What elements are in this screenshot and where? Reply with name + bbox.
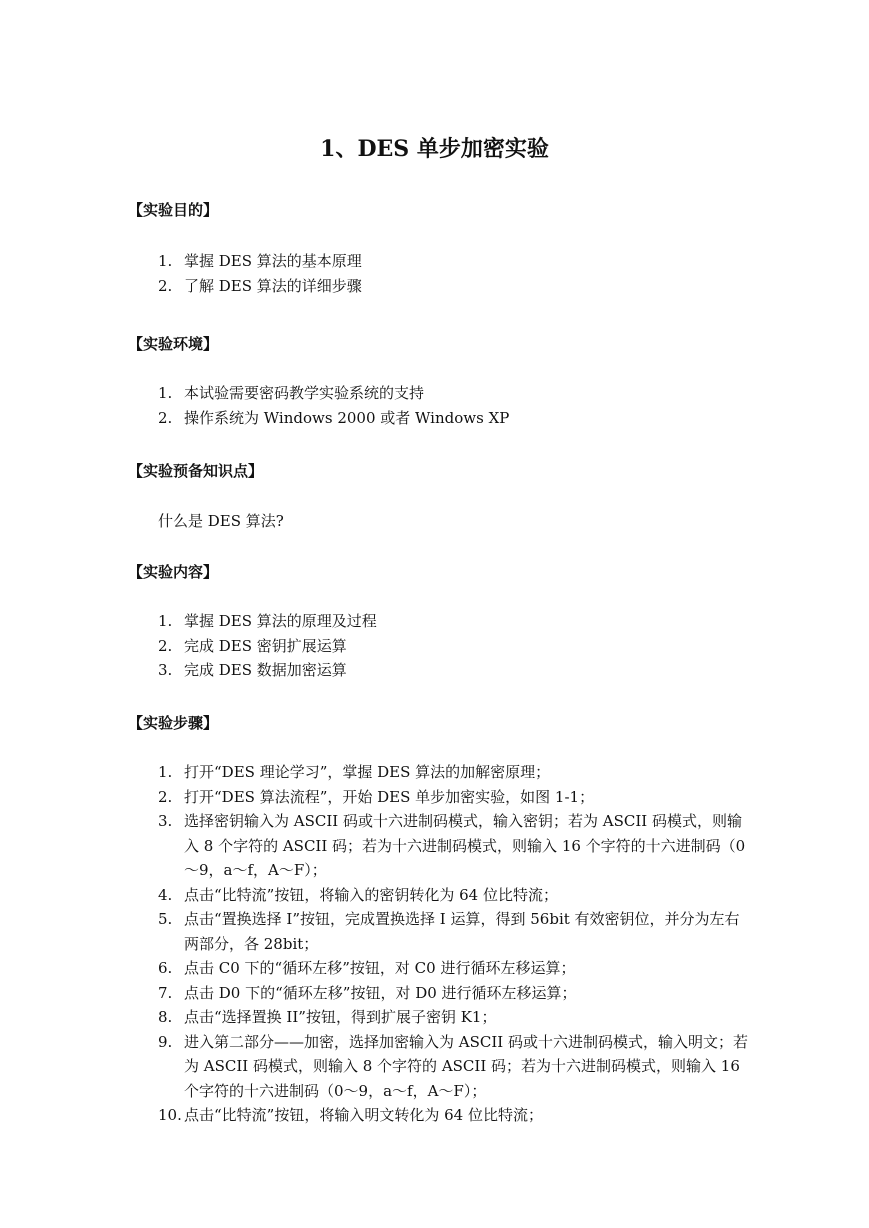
section-heading-environment: 【实验环境】 <box>128 335 219 353</box>
list-item: 3. 完成 DES 数据加密运算 <box>158 661 347 679</box>
list-item: 9. 进入第二部分——加密，选择加密输入为 ASCII 码或十六进制码模式，输入明文；若为 ASCII 码模式，则输入 8 个字符的 ASCII 码；若为十六进制码模式，则输入 16 个字符的十六进制码（0～9，a～f，A～F）； <box>158 1032 748 1100</box>
knowledge-text: 什么是 DES 算法? <box>158 512 284 530</box>
section-heading-content: 【实验内容】 <box>128 563 219 581</box>
list-item: 8. 点击“选择置换 II”按钮，得到扩展子密钥 K1； <box>158 1008 497 1026</box>
list-item: 2. 完成 DES 密钥扩展运算 <box>158 636 347 655</box>
list-item: 10. 点击“比特流”按钮，将输入明文转化为 64 位比特流； <box>158 1106 543 1124</box>
section-heading-steps: 【实验步骤】 <box>128 714 219 732</box>
list-item: 2. 操作系统为 Windows 2000 或者 Windows XP <box>158 408 510 427</box>
section-heading-purpose: 【实验目的】 <box>128 201 219 219</box>
section-heading-knowledge: 【实验预备知识点】 <box>128 462 264 480</box>
list-item: 1. 掌握 DES 算法的原理及过程 <box>158 612 377 630</box>
list-item: 7. 点击 D0 下的“循环左移”按钮，对 D0 进行循环左移运算； <box>158 983 577 1002</box>
steps-list <box>158 760 748 1128</box>
list-item: 1. 本试验需要密码教学实验系统的支持 <box>158 384 425 402</box>
page-title: 1、DES 单步加密实验 <box>320 136 549 162</box>
content-list <box>158 609 748 683</box>
environment-list <box>158 381 748 430</box>
list-item: 5. 点击“置换选择 I”按钮，完成置换选择 I 运算，得到 56bit 有效密钥位，并分为左右两部分，各 28bit； <box>158 910 740 953</box>
list-item: 1. 掌握 DES 算法的基本原理 <box>158 252 362 270</box>
list-item: 2. 打开“DES 算法流程”，开始 DES 单步加密实验，如图 1-1； <box>158 787 595 806</box>
list-item: 3. 选择密钥输入为 ASCII 码或十六进制码模式，输入密钥；若为 ASCII 码模式，则输入 8 个字符的 ASCII 码；若为十六进制码模式，则输入 16 个字符的十六进制码（0～9，a～f，A～F）； <box>158 812 746 879</box>
purpose-list <box>158 249 748 298</box>
list-item: 4. 点击“比特流”按钮，将输入的密钥转化为 64 位比特流； <box>158 885 558 904</box>
list-item: 6. 点击 C0 下的“循环左移”按钮，对 C0 进行循环左移运算； <box>158 959 576 977</box>
list-item: 1. 打开“DES 理论学习”，掌握 DES 算法的加解密原理； <box>158 763 551 781</box>
list-item: 2. 了解 DES 算法的详细步骤 <box>158 276 362 295</box>
